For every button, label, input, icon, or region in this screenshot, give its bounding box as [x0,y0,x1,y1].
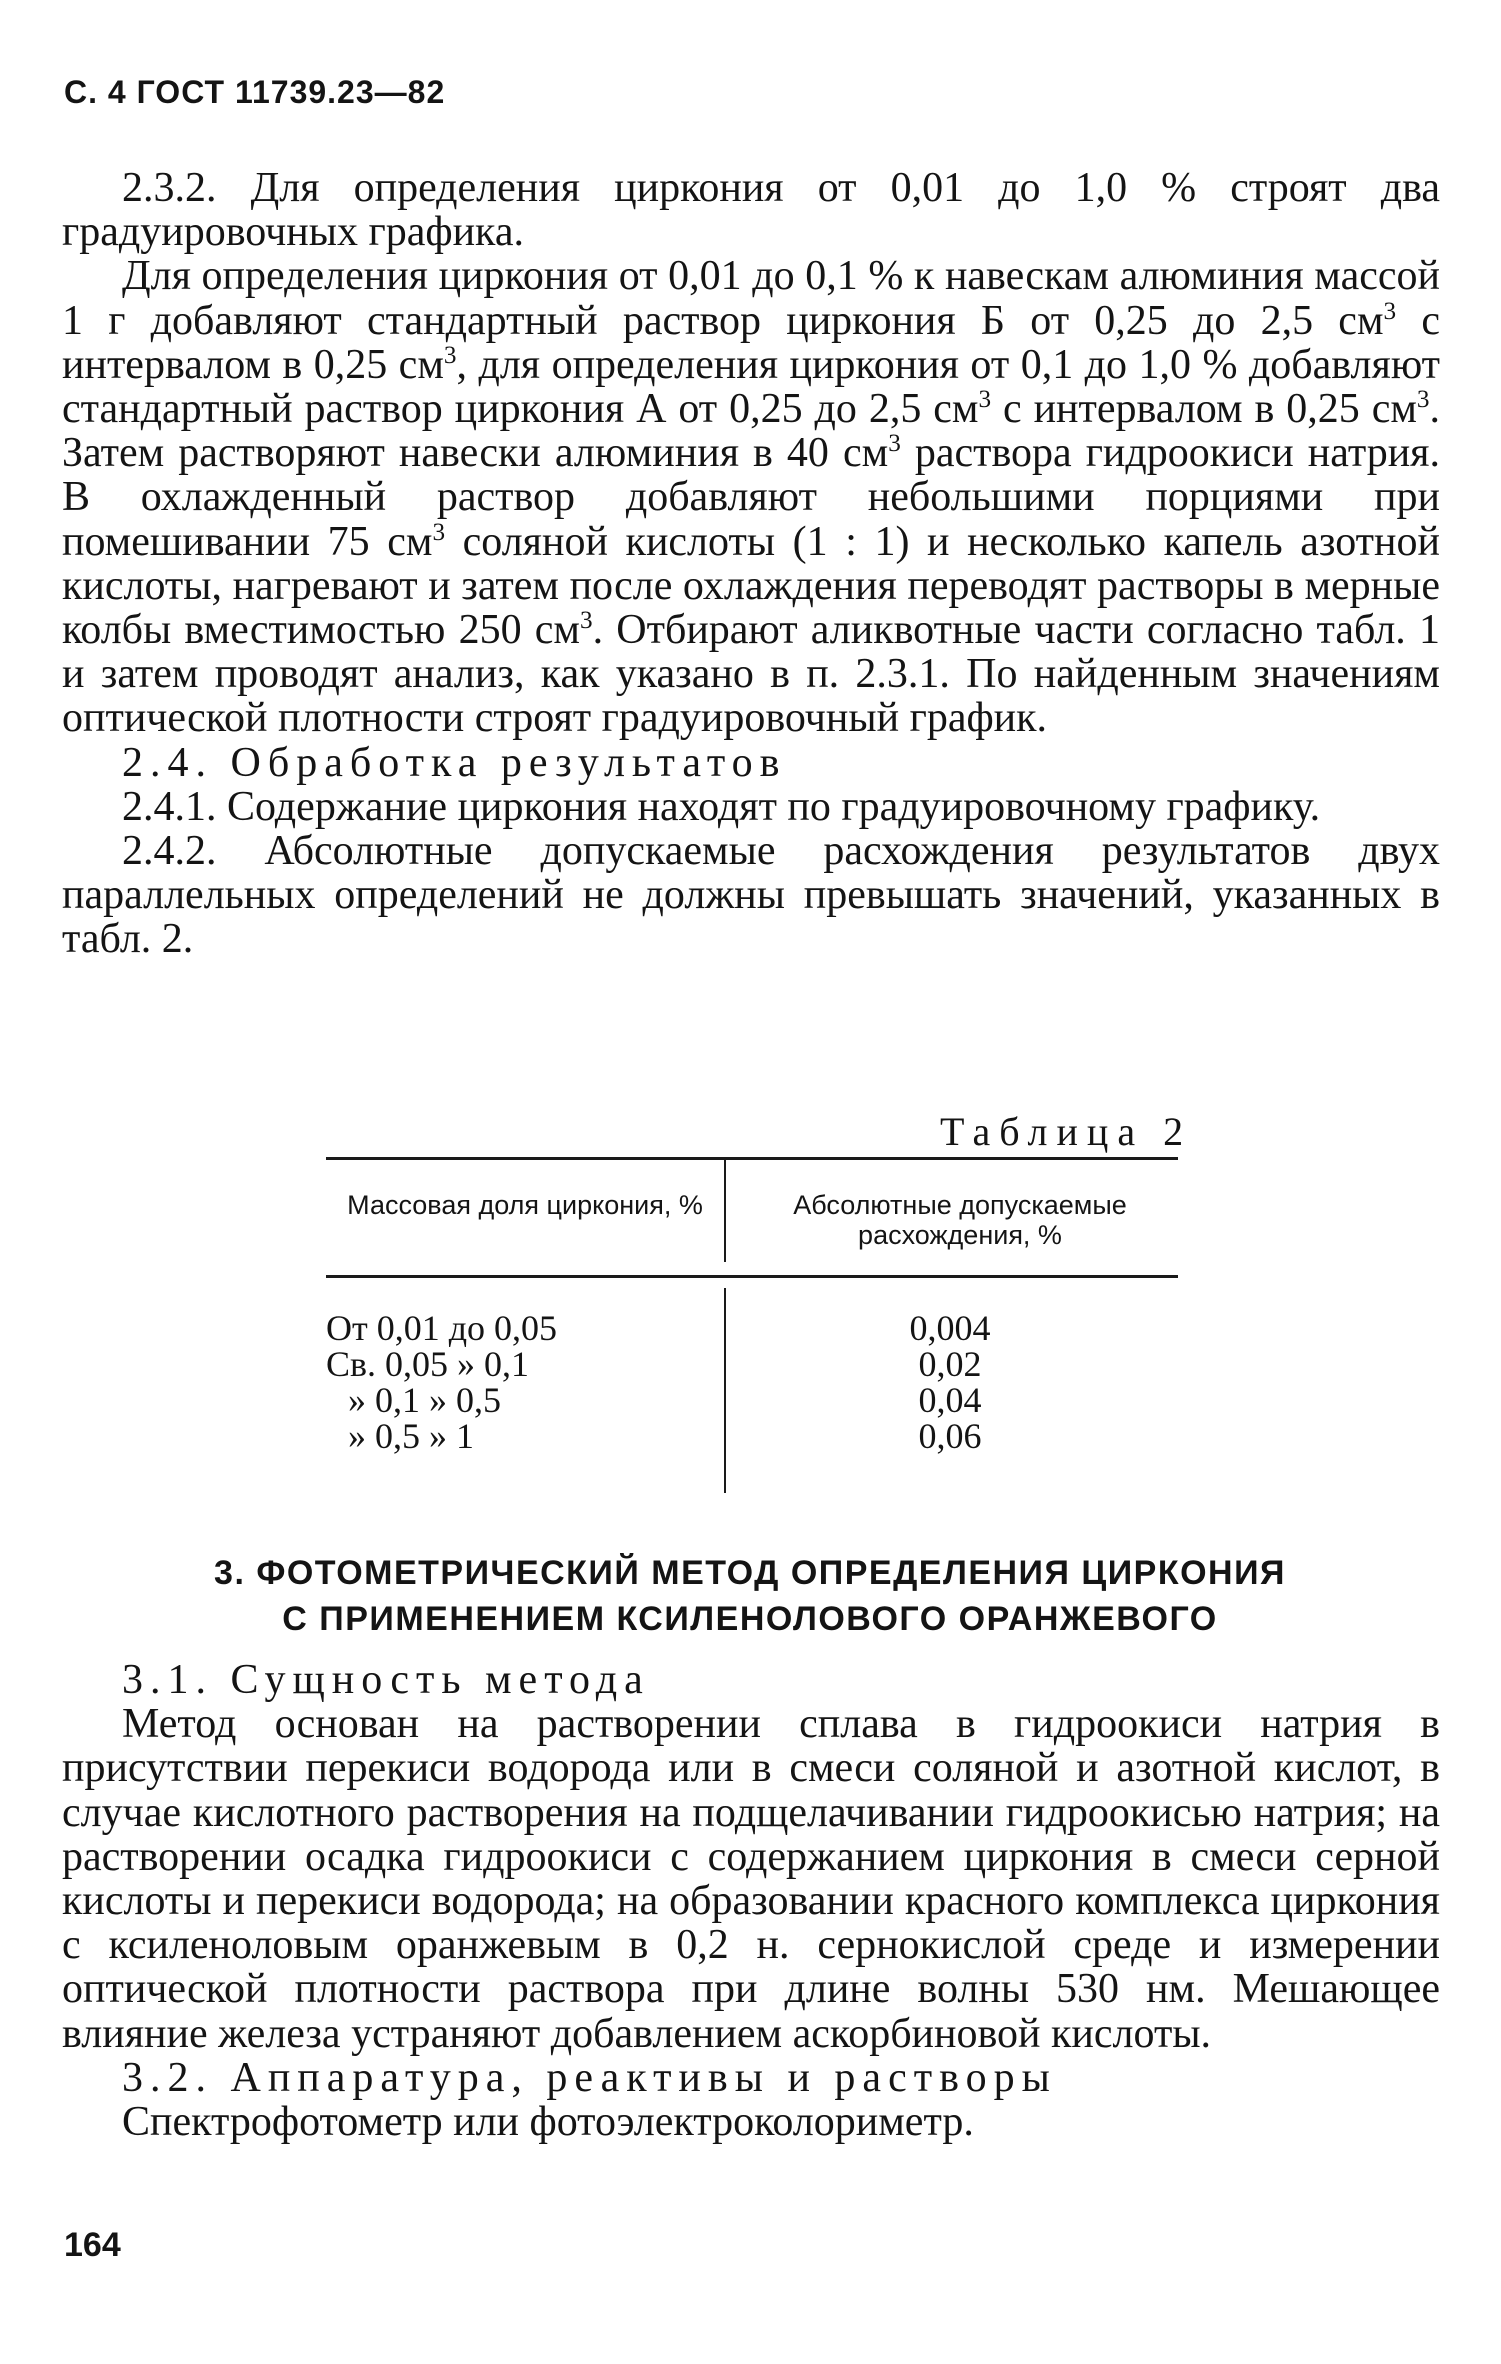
table-col2-header: Абсолютные допускаемые расхождения, % [793,1190,1127,1250]
table-col1-header: Массовая доля циркония, % [347,1190,703,1220]
section-3-title [100,1550,1400,1642]
section-3-title-line1: 3. ФОТОМЕТРИЧЕСКИЙ МЕТОД ОПРЕДЕЛЕНИЯ ЦИРКОНИЯ [214,1554,1286,1592]
section-3-title-line2: С ПРИМЕНЕНИЕМ КСИЛЕНОЛОВОГО ОРАНЖЕВОГО [282,1600,1218,1638]
table-header-divider [724,1160,726,1262]
page-number: 164 [64,2226,121,2264]
paragraph-2-4-2: 2.4.2. Абсолютные допускаемые расхождения результатов двух параллельных определений не должны превышать значений, указанных в табл. 2. [62,828,1440,963]
section-3-body [62,1658,1440,2144]
heading-2-4: 2.4. Обработка результатов [122,739,787,786]
paragraph-3-2: Спектрофотометр или фотоэлектроколориметр. [122,2099,974,2146]
table-cell-value: 0,04 [918,1380,982,1420]
table-caption: Таблица 2 [940,1109,1193,1154]
section-2-body [62,166,1440,962]
table-cell-range: » 0,5 » 1 [348,1416,474,1456]
paragraph-3-1: Метод основан на растворении сплава в гидроокиси натрия в присутствии перекиси водорода или в смеси соляной и азотной кислот, в случае кислотного растворения на подщелачивании гидроокисью натрия; на растворении осадка гидроокиси с содержанием циркония в смеси серной кислоты и перекиси водорода; на образовании красного комплекса циркония с ксиленоловым оранжевым в 0,2 н. сернокислой среде и измерении оптической плотности раствора при длине волны 530 нм. Мешающее влияние железа устраняют добавлением аскорбиновой кислоты. [62,1701,1440,2057]
table-top-rule [326,1157,1178,1160]
table-cell-value: 0,06 [918,1416,982,1456]
heading-3-2: 3.2. Аппаратура, реактивы и растворы [122,2054,1057,2101]
table-cell-range: Св. 0,05 » 0,1 [326,1344,530,1384]
page-header: С. 4 ГОСТ 11739.23—82 [64,74,446,110]
table-cell-value: 0,004 [909,1308,991,1348]
paragraph-2-3-2: 2.3.2. Для определения циркония от 0,01 до 1,0 % строят два градуировочных графика. [62,165,1440,256]
paragraph-calibration: Для определения циркония от 0,01 до 0,1 % к навескам алюминия массой 1 г добавляют стандартный раствор циркония Б от 0,25 до 2,5 $см^3$ с интервалом в 0,25 $см^3$, для определения циркония от 0,1 до 1,0 % добавляют стандартный раствор циркония А от 0,25 до 2,5 $см^3$ с интервалом в 0,25 $см^3$. Затем растворяют навески алюминия в 40 $см^3$ раствора гидроокиси натрия. В охлажденный раствор добавляют небольшими порциями при помешивании 75 $см^3$ соляной кислоты (1 : 1) и несколько капель азотной кислоты, нагревают и затем после охлаждения переводят растворы в мерные колбы вместимостью 250 $см^3$. Отбирают аликвотные части согласно табл. 1 и затем проводят анализ, как указано в п. 2.3.1. По найденным значениям оптической плотности строят градуировочный график. [62,253,1441,742]
heading-3-1: 3.1. Сущность метода [122,1657,650,1703]
table-col2-values [880,1310,1020,1454]
table-body-divider [724,1288,726,1493]
table-col1-values [326,1310,606,1454]
table-cell-range: » 0,1 » 0,5 [348,1380,501,1420]
paragraph-2-4-1: 2.4.1. Содержание циркония находят по градуировочному графику. [122,783,1321,830]
table-header-rule [326,1275,1178,1278]
table-cell-value: 0,02 [918,1344,982,1384]
table-cell-range: От 0,01 до 0,05 [326,1308,558,1348]
